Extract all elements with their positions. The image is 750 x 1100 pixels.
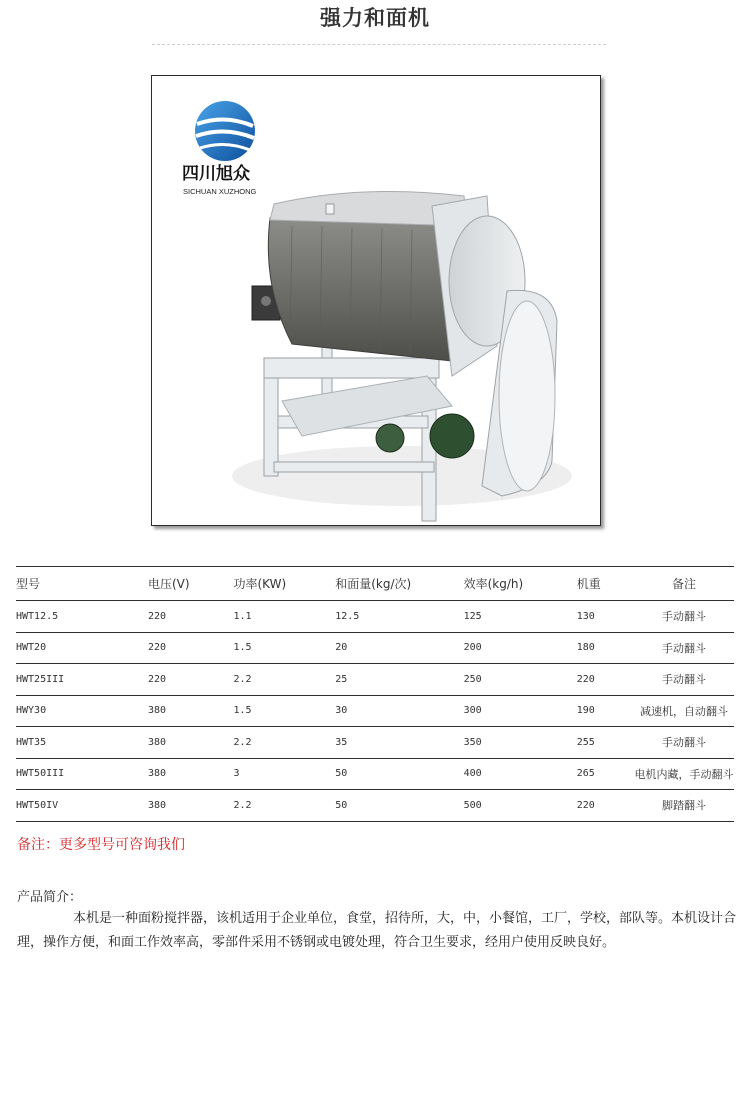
dough-mixer-image: [152, 76, 600, 525]
cell-capacity: 25: [335, 673, 348, 685]
cell-efficiency: 350: [463, 736, 482, 748]
cell-power: 1.5: [233, 642, 252, 654]
cell-weight: 130: [576, 610, 595, 622]
header-voltage: 电压(V): [147, 577, 190, 591]
cell-voltage: 380: [147, 736, 166, 748]
header-model: 型号: [16, 577, 41, 591]
remark-note: 备注：更多型号可咨询我们: [17, 837, 185, 853]
cell-voltage: 380: [147, 799, 166, 811]
cell-voltage: 220: [147, 642, 166, 654]
header-power: 功率(KW): [233, 577, 287, 591]
header-remark: 备注: [672, 577, 697, 591]
cell-capacity: 12.5: [335, 610, 360, 622]
cell-weight: 255: [576, 736, 595, 748]
cell-power: 1.1: [233, 610, 252, 622]
logo-name-en: SICHUAN XUZHONG: [183, 187, 257, 196]
cell-model: HWT12.5: [16, 610, 59, 622]
cell-efficiency: 300: [463, 705, 482, 717]
cell-efficiency: 125: [463, 610, 482, 622]
intro-body: 本机是一种面粉搅拌器，该机适用于企业单位，食堂，招待所，大，中，小餐馆，工厂，学校，部队等。本机设计合理，操作方便，和面工作效率高，零部件采用不锈钢或电镀处理，符合卫生要求，经用户使用反映良好。: [17, 911, 737, 950]
cell-power: 3: [233, 768, 240, 780]
cell-capacity: 20: [335, 642, 348, 654]
cell-model: HWY30: [16, 705, 47, 717]
cell-capacity: 30: [335, 705, 348, 717]
cell-weight: 180: [576, 642, 595, 654]
table-row: [16, 601, 734, 633]
cell-weight: 190: [576, 705, 595, 717]
cell-efficiency: 200: [463, 642, 482, 654]
cell-power: 2.2: [233, 673, 252, 685]
table-header-row: [16, 567, 734, 601]
page-title: 强力和面机: [320, 6, 430, 30]
cell-voltage: 380: [147, 705, 166, 717]
cell-remark: 减速机，自动翻斗: [640, 704, 729, 718]
product-photo: [151, 75, 601, 526]
cell-weight: 265: [576, 768, 595, 780]
table-row: [16, 790, 734, 822]
cell-remark: 手动翻斗: [662, 673, 707, 687]
cell-model: HWT20: [16, 642, 47, 654]
table-row: [16, 727, 734, 759]
cell-capacity: 35: [335, 736, 348, 748]
cell-remark: 脚踏翻斗: [662, 799, 707, 813]
cell-remark: 电机内藏，手动翻斗: [634, 767, 734, 781]
cell-model: HWT50III: [16, 768, 65, 780]
cell-power: 2.2: [233, 799, 252, 811]
cell-model: HWT35: [16, 736, 47, 748]
cell-weight: 220: [576, 673, 595, 685]
cell-model: HWT50IV: [16, 799, 59, 811]
cell-efficiency: 500: [463, 799, 482, 811]
cell-power: 1.5: [233, 705, 252, 717]
title-divider: [152, 44, 606, 45]
cell-model: HWT25III: [16, 673, 65, 685]
cell-capacity: 50: [335, 768, 348, 780]
table-row: [16, 758, 734, 790]
brand-logo: [182, 101, 257, 196]
cell-efficiency: 250: [463, 673, 482, 685]
cell-weight: 220: [576, 799, 595, 811]
cell-remark: 手动翻斗: [662, 610, 707, 624]
cell-power: 2.2: [233, 736, 252, 748]
header-weight: 机重: [576, 577, 601, 591]
cell-voltage: 380: [147, 768, 166, 780]
cell-voltage: 220: [147, 673, 166, 685]
table-row: [16, 664, 734, 696]
table-row: [16, 695, 734, 727]
logo-name-cn: 四川旭众: [182, 164, 250, 184]
cell-voltage: 220: [147, 610, 166, 622]
header-efficiency: 效率(kg/h): [463, 577, 524, 591]
intro-heading: 产品简介：: [17, 890, 83, 905]
cell-remark: 手动翻斗: [662, 641, 707, 655]
header-capacity: 和面量(kg/次): [335, 577, 412, 591]
table-row: [16, 632, 734, 664]
cell-efficiency: 400: [463, 768, 482, 780]
spec-table: [16, 566, 734, 822]
cell-remark: 手动翻斗: [662, 736, 707, 750]
cell-capacity: 50: [335, 799, 348, 811]
